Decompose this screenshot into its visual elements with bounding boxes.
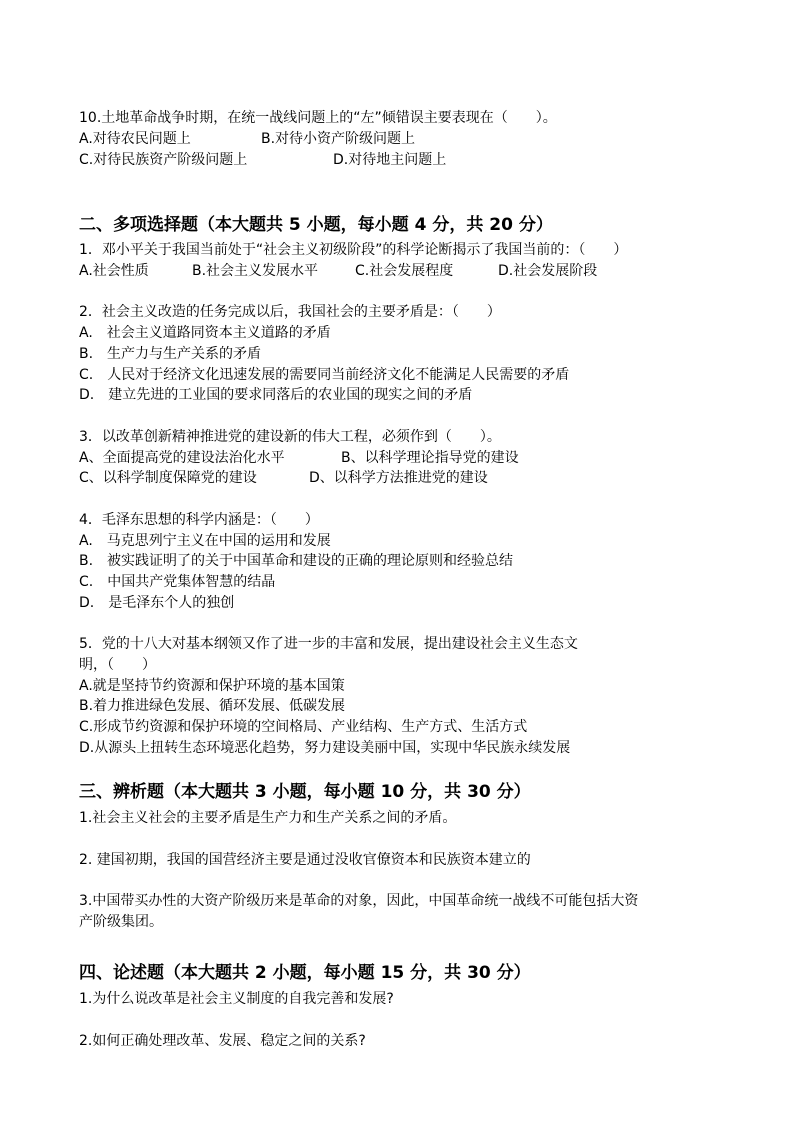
option-b: B.社会主义发展水平 xyxy=(192,263,319,279)
question-10-options-row1 xyxy=(79,129,415,149)
option-c: C.对待民族资产阶级问题上 xyxy=(79,152,248,168)
s3-question-2: 2. 建国初期，我国的国营经济主要是通过没收官僚资本和民族资本建立的 xyxy=(79,852,531,868)
option-a: A.就是坚持节约资源和保护环境的基本国策 xyxy=(79,678,345,694)
s4-question-2: 2.如何正确处理改革、发展、稳定之间的关系? xyxy=(79,1033,366,1049)
option-c: C、以科学制度保障党的建设 xyxy=(79,470,257,486)
option-c: C. 中国共产党集体智慧的结晶 xyxy=(79,574,276,590)
s2-question-5-stem-line2: 明，（ ） xyxy=(79,657,156,673)
s2-question-1-options xyxy=(79,261,597,281)
option-d: D.对待地主问题上 xyxy=(333,152,447,168)
s3-question-3-line1: 3.中国带买办性的大资产阶级历来是革命的对象，因此，中国革命统一战线不可能包括大资 xyxy=(79,893,639,909)
s2-question-2-stem: 2．社会主义改造的任务完成以后，我国社会的主要矛盾是：（ ） xyxy=(79,304,501,320)
option-c: C.社会发展程度 xyxy=(355,263,454,279)
question-10-options-row2 xyxy=(79,150,446,170)
s4-question-1: 1.为什么说改革是社会主义制度的自我完善和发展? xyxy=(79,991,394,1007)
option-a: A. 社会主义道路同资本主义道路的矛盾 xyxy=(79,325,331,341)
option-d: D.社会发展阶段 xyxy=(498,263,598,279)
s2-question-3-options-row2 xyxy=(79,468,488,488)
s3-question-1: 1.社会主义社会的主要矛盾是生产力和生产关系之间的矛盾。 xyxy=(79,810,457,826)
option-d: D、以科学方法推进党的建设 xyxy=(309,470,488,486)
s2-question-3-options-row1 xyxy=(79,448,519,468)
option-c: C. 人民对于经济文化迅速发展的需要同当前经济文化不能满足人民需要的矛盾 xyxy=(79,367,570,383)
option-d: D. 建立先进的工业国的要求同落后的农业国的现实之间的矛盾 xyxy=(79,387,473,403)
option-a: A.对待农民问题上 xyxy=(79,131,191,147)
option-a: A、全面提高党的建设法治化水平 xyxy=(79,450,285,466)
option-b: B. 生产力与生产关系的矛盾 xyxy=(79,346,262,362)
s2-question-3-stem: 3．以改革创新精神推进党的建设新的伟大工程，必须作到（ ）。 xyxy=(79,429,501,445)
option-b: B.对待小资产阶级问题上 xyxy=(261,131,416,147)
section-4-heading: 四、论述题（本大题共 2 小题，每小题 15 分，共 30 分） xyxy=(79,963,531,983)
option-d: D.从源头上扭转生态环境恶化趋势，努力建设美丽中国，实现中华民族永续发展 xyxy=(79,740,571,756)
s3-question-3-line2: 产阶级集团。 xyxy=(79,914,163,930)
question-10-stem: 10.土地革命战争时期，在统一战线问题上的“左”倾错误主要表现在（ ）。 xyxy=(79,110,557,126)
s2-question-5-stem-line1: 5．党的十八大对基本纲领又作了进一步的丰富和发展，提出建设社会主义生态文 xyxy=(79,636,578,652)
s2-question-4-stem: 4．毛泽东思想的科学内涵是：（ ） xyxy=(79,512,319,528)
option-a: A.社会性质 xyxy=(79,263,149,279)
option-c: C.形成节约资源和保护环境的空间格局、产业结构、生产方式、生活方式 xyxy=(79,719,528,735)
section-3-heading: 三、辨析题（本大题共 3 小题，每小题 10 分，共 30 分） xyxy=(79,782,531,802)
option-b: B.着力推进绿色发展、循环发展、低碳发展 xyxy=(79,698,346,714)
section-2-heading: 二、多项选择题（本大题共 5 小题，每小题 4 分，共 20 分） xyxy=(79,215,553,235)
option-b: B、以科学理论指导党的建设 xyxy=(341,450,519,466)
option-b: B. 被实践证明了的关于中国革命和建设的正确的理论原则和经验总结 xyxy=(79,553,514,569)
option-a: A. 马克思列宁主义在中国的运用和发展 xyxy=(79,533,331,549)
s2-question-1-stem: 1．邓小平关于我国当前处于“社会主义初级阶段”的科学论断揭示了我国当前的：（ ） xyxy=(79,242,628,258)
option-d: D. 是毛泽东个人的独创 xyxy=(79,595,235,611)
